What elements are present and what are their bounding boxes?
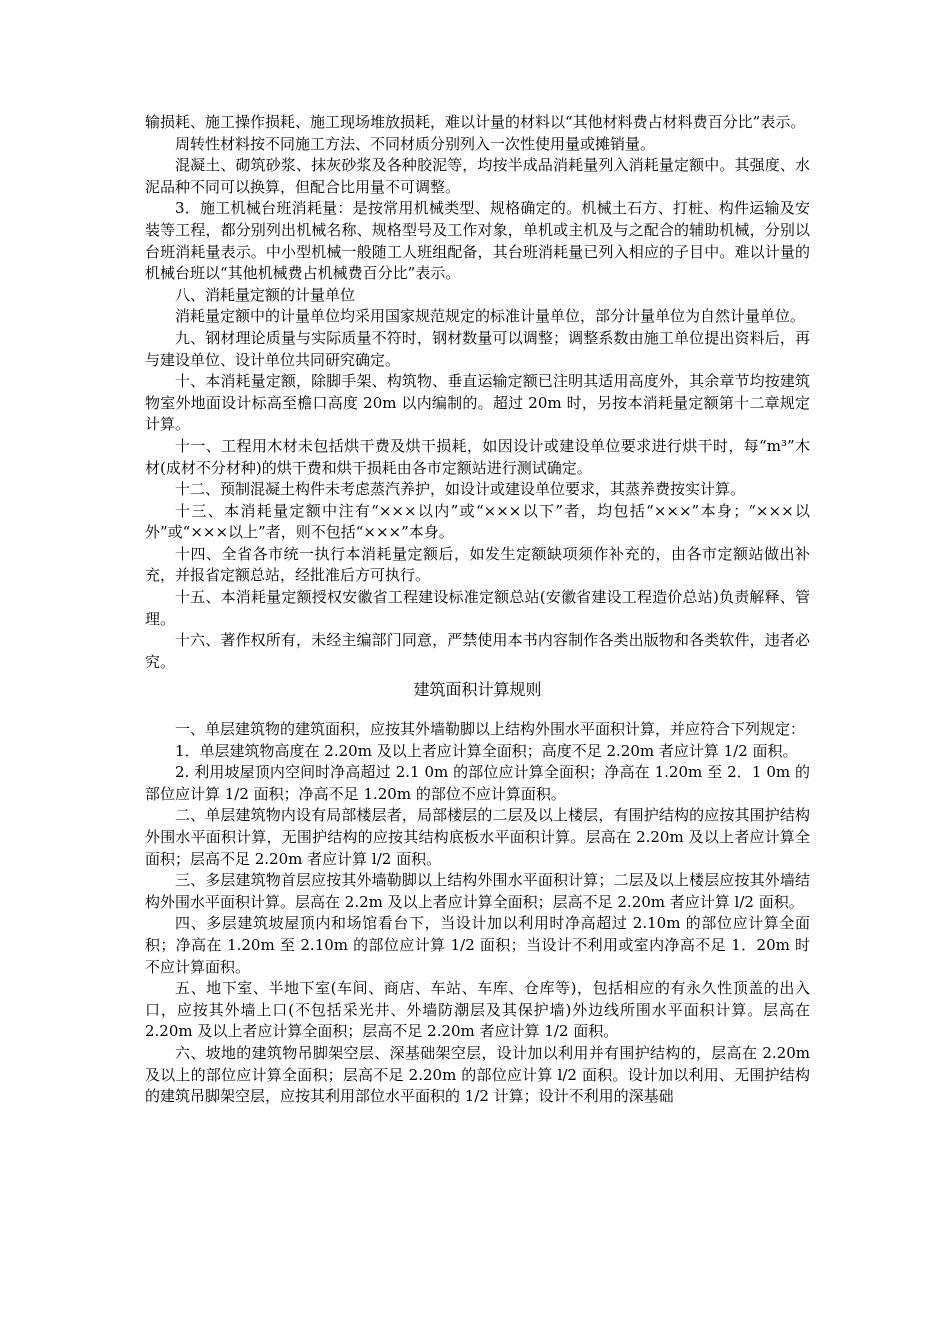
paragraph: 十五、本消耗量定额授权安徽省工程建设标准定额总站(安徽省建设工程造价总站)负责解释、管理。 bbox=[145, 588, 810, 628]
document-page bbox=[145, 112, 810, 1108]
paragraph: 消耗量定额中的计量单位均采用国家规范规定的标准计量单位，部分计量单位为自然计量单位。 bbox=[175, 307, 806, 326]
paragraph: 十、本消耗量定额，除脚手架、构筑物、垂直运输定额已注明其适用高度外，其余章节均按建筑物室外地面设计标高至檐口高度 20m 以内编制的。超过 20m 时，另按本消耗量定额第十二章规定计算。 bbox=[145, 372, 810, 434]
paragraph: 十四、全省各市统一执行本消耗量定额后，如发生定额缺项须作补充的，由各市定额站做出补充，并报省定额总站，经批准后方可执行。 bbox=[145, 544, 810, 585]
paragraph: 四、多层建筑坡屋顶内和场馆看台下，当设计加以利用时净高超过 2.10m 的部位应计算全面积；净高在 1.20m 至 2.10m 的部位应计算 1/2 面积；当设计不利用或室内净高不足 1．20m 时不应计算面积。 bbox=[145, 914, 810, 976]
paragraph: 1．单层建筑物高度在 2.20m 及以上者应计算全面积；高度不足 2.20m 者应计算 1/2 面积。 bbox=[175, 741, 798, 760]
paragraph: 三、多层建筑物首层应按其外墙勒脚以上结构外围水平面积计算；二层及以上楼层应按其外墙结构外围水平面积计算。层高在 2.2m 及以上者应计算全面积；层高不足 2.20m 者应计算 l/2 面积。 bbox=[145, 871, 810, 911]
paragraph: 五、地下室、半地下室(车间、商店、车站、车库、仓库等)，包括相应的有永久性顶盖的出入口，应按其外墙上口(不包括采光井、外墙防潮层及其保护墙)外边线所围水平面积计算。层高在 2.20m 及以上者应计算全面积；层高不足 2.20m 者应计算 1/2 面积。 bbox=[145, 979, 810, 1041]
paragraph: 十三、本消耗量定额中注有“×××以内”或“×××以下”者，均包括“×××”本身；“×××以外”或“×××以上”者，则不包括“×××”本身。 bbox=[145, 501, 810, 542]
paragraph: 六、坡地的建筑物吊脚架空层、深基础架空层，设计加以利用并有围护结构的，层高在 2.20m 及以上的部位应计算全面积；层高不足 2.20m 的部位应计算 l/2 面积。设计加以利用、无围护结构的建筑吊脚架空层，应按其利用部位水平面积的 1/2 计算；设计不利用的深基础 bbox=[145, 1043, 810, 1106]
section-title: 建筑面积计算规则 bbox=[413, 680, 542, 700]
paragraph: 十二、预制混凝土构件未考虑蒸汽养护，如设计或建设单位要求，其蒸养费按实计算。 bbox=[175, 480, 746, 499]
paragraph: 十六、著作权所有，未经主编部门同意，严禁使用本书内容制作各类出版物和各类软件，违者必究。 bbox=[145, 631, 810, 671]
paragraph: 一、单层建筑物的建筑面积，应按其外墙勒脚以上结构外围水平面积计算，并应符合下列规定： bbox=[175, 720, 806, 739]
paragraph: 3．施工机械台班消耗量：是按常用机械类型、规格确定的。机械土石方、打桩、构件运输及安装等工程，都分别列出机械名称、规格型号及工作对象，单机或主机及与之配合的辅助机械，分别以台班消耗量表示。中小型机械一般随工人班组配备，其台班消耗量已列入相应的子目中。难以计量的机械台班以“其他机械费占机械费百分比”表示。 bbox=[145, 199, 810, 283]
paragraph: 九、钢材理论质量与实际质量不符时，钢材数量可以调整；调整系数由施工单位提出资料后，再与建设单位、设计单位共同研究确定。 bbox=[145, 328, 810, 369]
paragraph: 周转性材料按不同施工方法、不同材质分别列入一次性使用量或摊销量。 bbox=[175, 134, 656, 153]
paragraph: 输损耗、施工操作损耗、施工现场堆放损耗，难以计量的材料以“其他材料费占材料费百分比”表示。 bbox=[145, 113, 806, 131]
paragraph: 十一、工程用木材未包括烘干费及烘干损耗，如因设计或建设单位要求进行烘干时，每“m³”木材(成材不分材种)的烘干费和烘干损耗由各市定额站进行测试确定。 bbox=[145, 436, 810, 477]
section-heading: 八、消耗量定额的计量单位 bbox=[175, 285, 356, 304]
paragraph: 2. 利用坡屋顶内空间时净高超过 2.1 0m 的部位应计算全面积；净高在 1.20m 至 2．1 0m 的部位应计算 1/2 面积；净高不足 1.20m 的部位不应计算面积。 bbox=[145, 763, 810, 803]
paragraph: 二、单层建筑物内设有局部楼层者，局部楼层的二层及以上楼层，有围护结构的应按其围护结构外围水平面积计算，无围护结构的应按其结构底板水平面积计算。层高在 2.20m 及以上者应计算全面积；层高不足 2.20m 者应计算 l/2 面积。 bbox=[145, 806, 810, 868]
paragraph: 混凝土、砌筑砂浆、抹灰砂浆及各种胶泥等，均按半成品消耗量列入消耗量定额中。其强度、水泥品种不同可以换算，但配合比用量不可调整。 bbox=[145, 156, 810, 196]
